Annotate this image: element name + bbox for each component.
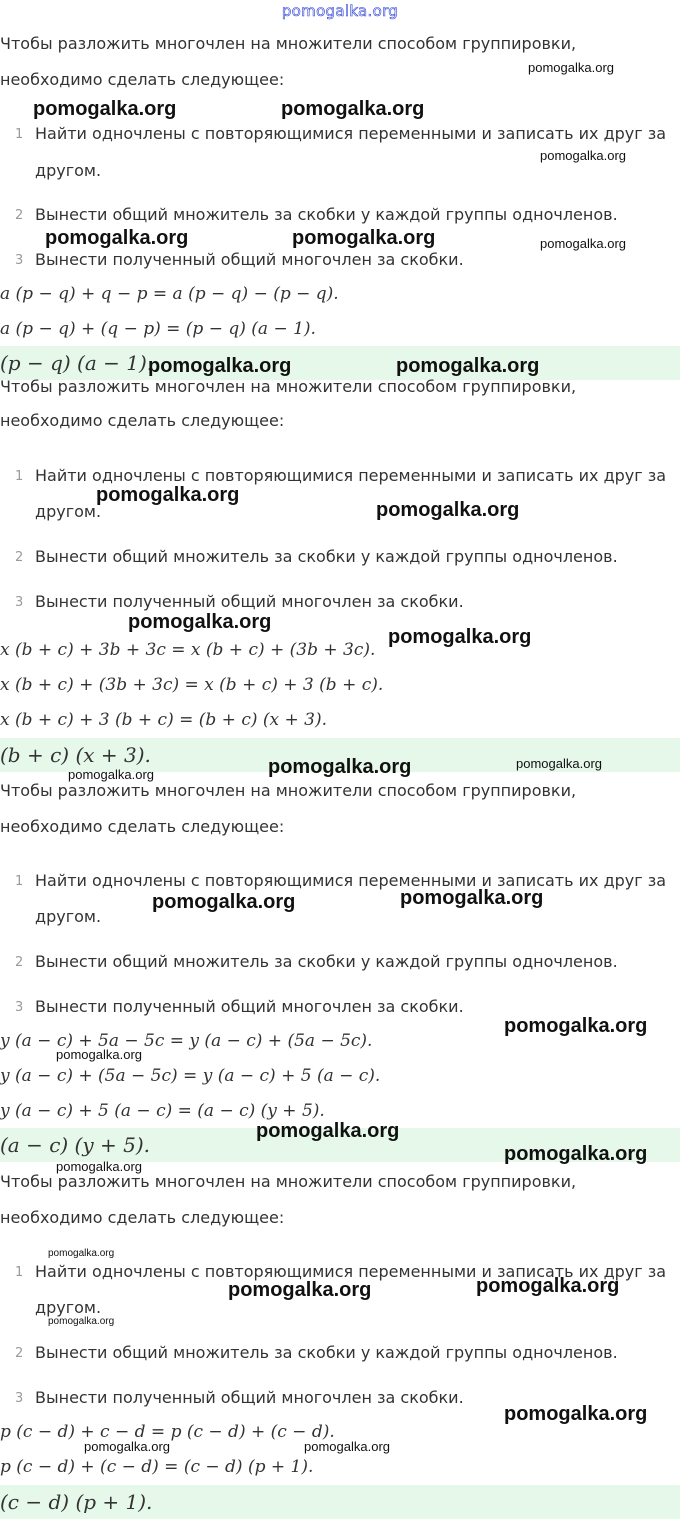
step-3-text: Вынести полученный общий многочлен за скобки. — [35, 250, 464, 269]
watermark: pomogalka.org — [48, 1248, 115, 1259]
step-number-1: 1 — [15, 127, 24, 142]
watermark: pomogalka.org — [56, 1047, 142, 1062]
watermark: pomogalka.org — [396, 355, 540, 377]
watermark: pomogalka.org — [504, 1143, 648, 1165]
step-number-3: 3 — [15, 1391, 24, 1406]
watermark: pomogalka.org — [400, 887, 544, 909]
intro-line-2: необходимо сделать следующее: — [0, 1208, 285, 1227]
watermark: pomogalka.org — [540, 148, 626, 163]
step-1-text: Найти одночлены с повторяющимися переменными и записать их друг за — [35, 1262, 667, 1281]
site-header[interactable]: pomogalka.org — [281, 2, 399, 20]
answer-text: (c − d) (p + 1). — [0, 1490, 153, 1514]
intro-line-1: Чтобы разложить многочлен на множители способом группировки, — [0, 781, 577, 800]
watermark: pomogalka.org — [256, 1120, 400, 1142]
intro-line-2: необходимо сделать следующее: — [0, 817, 285, 836]
step-2-text: Вынести общий множитель за скобки у каждой группы одночленов. — [35, 1343, 618, 1362]
watermark: pomogalka.org — [128, 611, 272, 633]
watermark: pomogalka.org — [96, 484, 240, 506]
intro-line-1: Чтобы разложить многочлен на множители способом группировки, — [0, 377, 577, 396]
watermark: pomogalka.org — [292, 227, 436, 249]
watermark: pomogalka.org — [56, 1159, 142, 1174]
watermark: pomogalka.org — [68, 767, 154, 782]
step-number-2: 2 — [15, 1346, 24, 1361]
equation: y (a − c) + (5a − 5c) = y (a − c) + 5 (a − c). — [0, 1066, 381, 1086]
watermark: pomogalka.org — [540, 236, 626, 251]
step-number-3: 3 — [15, 1000, 24, 1015]
watermark: pomogalka.org — [504, 1403, 648, 1425]
equation: a (p − q) + q − p = a (p − q) − (p − q). — [0, 284, 339, 304]
watermark: pomogalka.org — [504, 1015, 648, 1037]
watermark: pomogalka.org — [268, 756, 412, 778]
equation: y (a − c) + 5a − 5c = y (a − c) + (5a − 5c). — [0, 1031, 373, 1051]
equation: p (c − d) + (c − d) = (c − d) (p + 1). — [0, 1457, 314, 1477]
equation: p (c − d) + c − d = p (c − d) + (c − d). — [0, 1422, 335, 1442]
step-2-text: Вынести общий множитель за скобки у каждой группы одночленов. — [35, 547, 618, 566]
step-number-1: 1 — [15, 469, 24, 484]
step-3-text: Вынести полученный общий многочлен за скобки. — [35, 1388, 464, 1407]
answer-text: (a − c) (y + 5). — [0, 1133, 151, 1157]
answer-text: (p − q) (a − 1). — [0, 351, 154, 375]
step-number-2: 2 — [15, 550, 24, 565]
equation: x (b + c) + (3b + 3c) = x (b + c) + 3 (b + c). — [0, 675, 384, 695]
answer-text: (b + c) (x + 3). — [0, 743, 151, 767]
step-number-1: 1 — [15, 874, 24, 889]
watermark: pomogalka.org — [33, 98, 177, 120]
watermark: pomogalka.org — [528, 60, 614, 75]
equation: x (b + c) + 3b + 3c = x (b + c) + (3b + 3c). — [0, 640, 376, 660]
step-2-text: Вынести общий множитель за скобки у каждой группы одночленов. — [35, 952, 618, 971]
watermark: pomogalka.org — [152, 891, 296, 913]
intro-line-2: необходимо сделать следующее: — [0, 411, 285, 430]
equation: x (b + c) + 3 (b + c) = (b + c) (x + 3). — [0, 710, 328, 730]
watermark: pomogalka.org — [388, 626, 532, 648]
step-1-text-cont: другом. — [35, 502, 102, 521]
step-number-3: 3 — [15, 253, 24, 268]
step-3-text: Вынести полученный общий многочлен за скобки. — [35, 997, 464, 1016]
watermark: pomogalka.org — [376, 499, 520, 521]
intro-line-2: необходимо сделать следующее: — [0, 70, 285, 89]
equation: a (p − q) + (q − p) = (p − q) (a − 1). — [0, 319, 316, 339]
step-number-3: 3 — [15, 595, 24, 610]
step-1-text: Найти одночлены с повторяющимися переменными и записать их друг за — [35, 871, 667, 890]
step-number-2: 2 — [15, 208, 24, 223]
step-3-text: Вынести полученный общий многочлен за скобки. — [35, 592, 464, 611]
step-1-text: Найти одночлены с повторяющимися переменными и записать их друг за — [35, 124, 667, 143]
watermark: pomogalka.org — [476, 1275, 620, 1297]
step-number-1: 1 — [15, 1265, 24, 1280]
step-2-text: Вынести общий множитель за скобки у каждой группы одночленов. — [35, 205, 618, 224]
step-1-text-cont: другом. — [35, 907, 102, 926]
equation: y (a − c) + 5 (a − c) = (a − c) (y + 5). — [0, 1101, 325, 1121]
watermark: pomogalka.org — [45, 227, 189, 249]
step-1-text: Найти одночлены с повторяющимися переменными и записать их друг за — [35, 466, 667, 485]
step-1-text-cont: другом. — [35, 161, 102, 180]
step-number-2: 2 — [15, 955, 24, 970]
intro-line-1: Чтобы разложить многочлен на множители способом группировки, — [0, 1172, 577, 1191]
watermark: pomogalka.org — [281, 98, 425, 120]
watermark: pomogalka.org — [84, 1439, 170, 1454]
watermark: pomogalka.org — [148, 355, 292, 377]
step-1-text-cont: другом. — [35, 1298, 102, 1317]
intro-line-1: Чтобы разложить многочлен на множители способом группировки, — [0, 34, 577, 53]
watermark: pomogalka.org — [48, 1316, 115, 1327]
watermark: pomogalka.org — [516, 756, 602, 771]
watermark: pomogalka.org — [228, 1279, 372, 1301]
watermark: pomogalka.org — [304, 1439, 390, 1454]
